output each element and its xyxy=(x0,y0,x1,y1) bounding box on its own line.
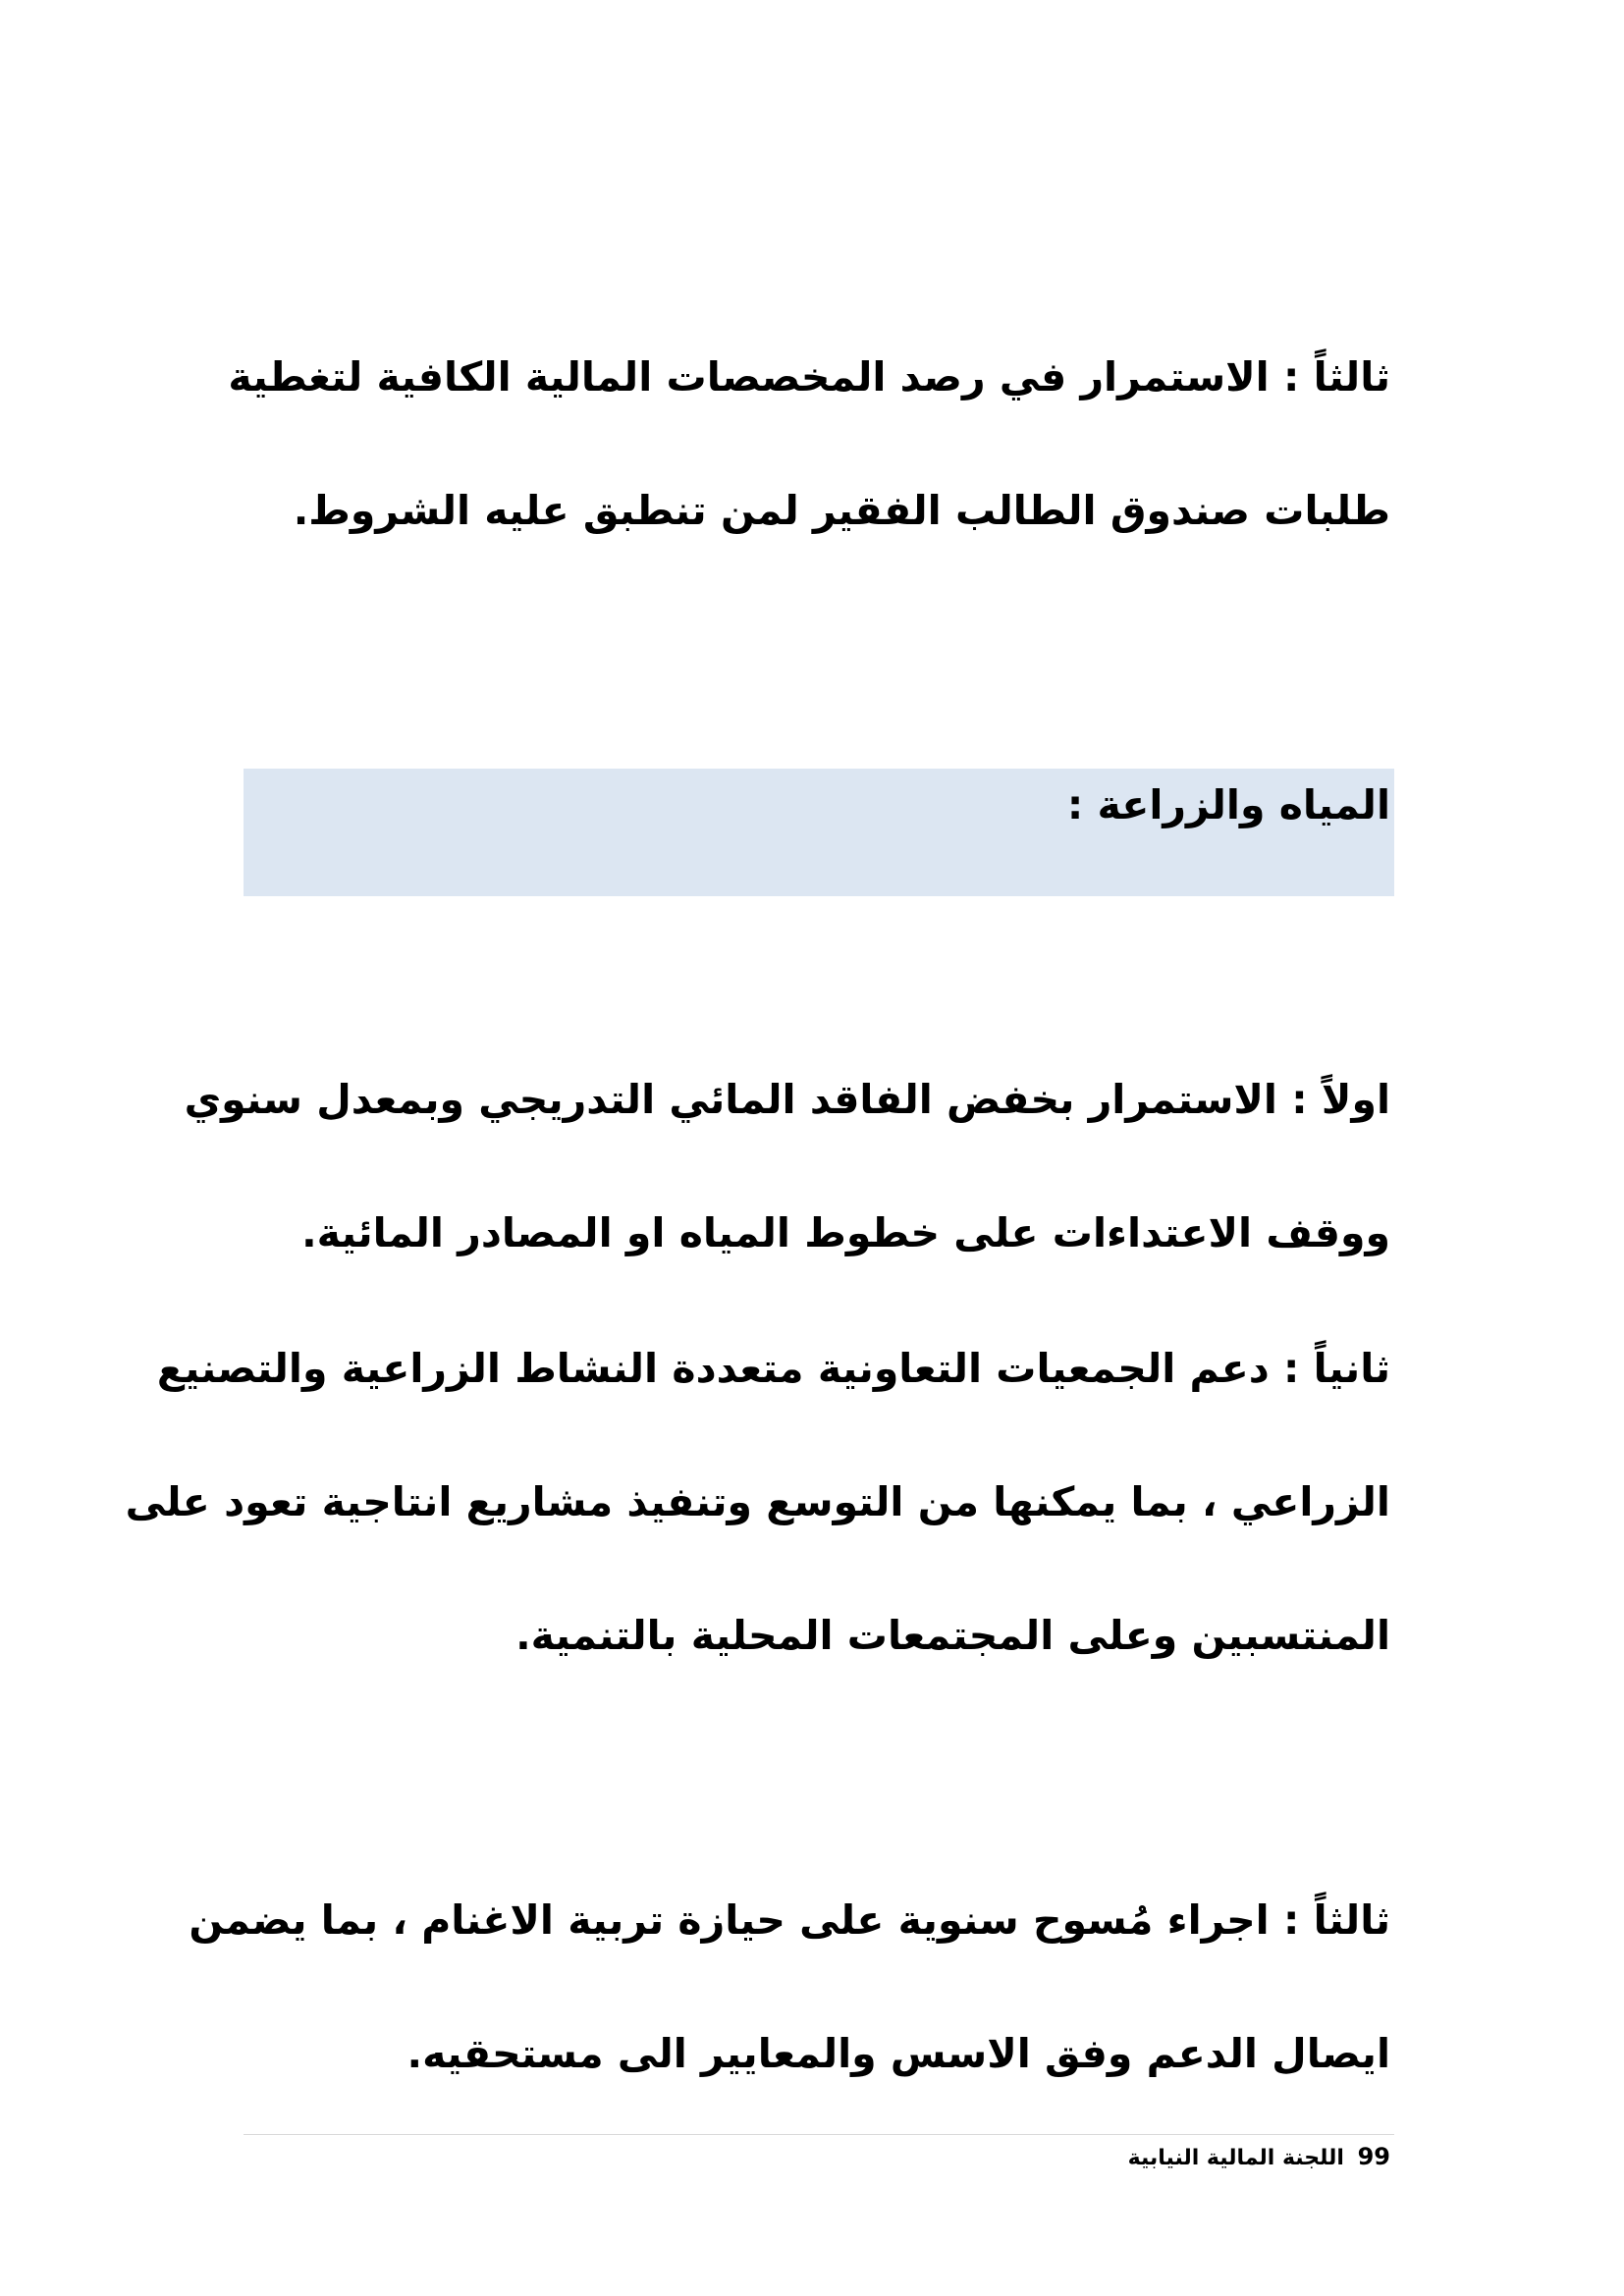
paragraph-water-item-1 xyxy=(184,1033,1390,1300)
paragraph-line: طلبات صندوق الطالب الفقير لمن تنطبق عليه الشروط. xyxy=(293,487,1390,534)
paragraph-budget-item-3 xyxy=(228,310,1390,577)
paragraph-water-item-2 xyxy=(125,1302,1390,1702)
paragraph-line: المنتسبين وعلى المجتمعات المحلية بالتنمية. xyxy=(515,1612,1390,1659)
paragraph-water-item-3 xyxy=(189,1853,1390,2120)
paragraph-line: ثالثاً : اجراء مُسوح سنوية على حيازة تربية الاغنام ، بما يضمن xyxy=(189,1896,1390,1944)
page-number: 99 xyxy=(1357,2143,1390,2170)
section-heading-water-agriculture: المياه والزراعة : xyxy=(1066,781,1390,828)
paragraph-line: ووقف الاعتداءات على خطوط المياه او المصادر المائية. xyxy=(301,1209,1390,1256)
paragraph-line: اولاً : الاستمرار بخفض الفاقد المائي التدريجي وبمعدل سنوي xyxy=(184,1076,1390,1123)
paragraph-line: ثانياً : دعم الجمعيات التعاونية متعددة النشاط الزراعية والتصنيع xyxy=(156,1345,1390,1392)
footer-divider xyxy=(244,2134,1394,2135)
paragraph-line: ايصال الدعم وفق الاسس والمعايير الى مستحقيه. xyxy=(406,2030,1390,2077)
page-footer xyxy=(1128,2142,1390,2173)
footer-committee-name: اللجنة المالية النيابية xyxy=(1127,2146,1344,2170)
paragraph-line: الزراعي ، بما يمكنها من التوسع وتنفيذ مشاريع انتاجية تعود على xyxy=(125,1478,1390,1525)
paragraph-line: ثالثاً : الاستمرار في رصد المخصصات المالية الكافية لتغطية xyxy=(228,353,1390,400)
